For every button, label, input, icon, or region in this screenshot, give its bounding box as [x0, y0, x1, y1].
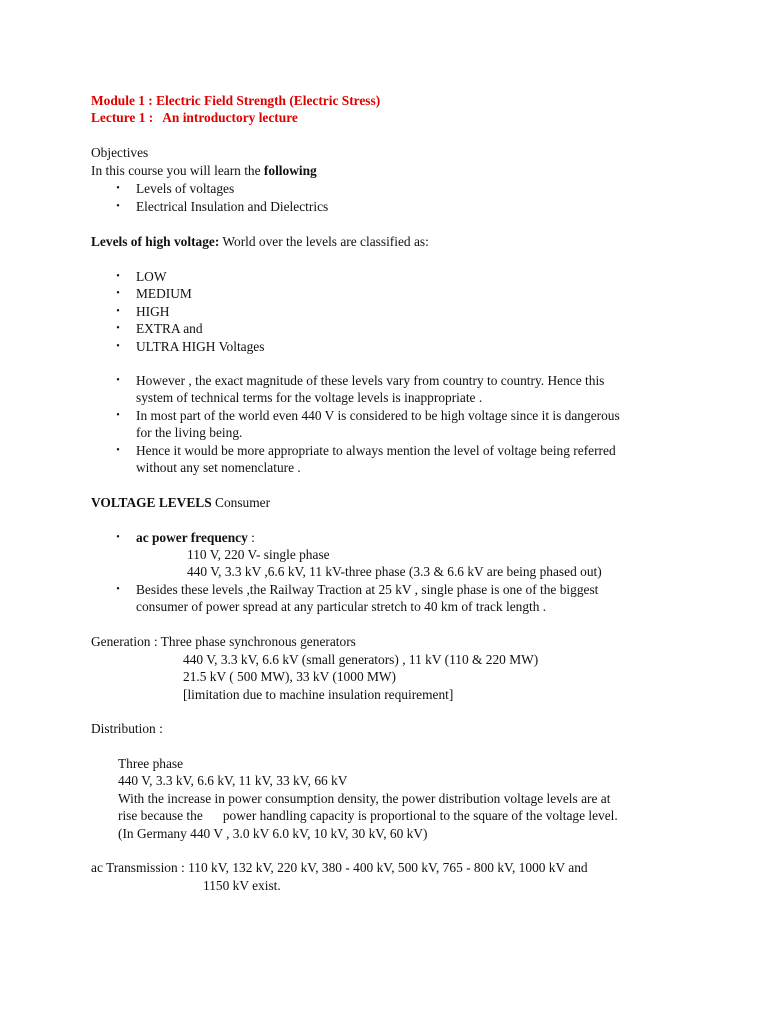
bullet-icon: • — [116, 532, 120, 543]
bullet-icon: • — [116, 375, 120, 386]
distribution-line: 440 V, 3.3 kV, 6.6 kV, 11 kV, 33 kV, 66 kV — [118, 773, 348, 788]
generation-line: 21.5 kV ( 500 MW), 33 kV (1000 MW) — [183, 669, 396, 684]
objective-item: Levels of voltages — [136, 181, 235, 196]
bullet-icon: • — [116, 288, 120, 299]
note-line: However , the exact magnitude of these levels vary from country to country. Hence this — [136, 373, 605, 388]
generation-heading: Generation : Three phase synchronous generators — [91, 634, 356, 649]
distribution-line: Three phase — [118, 756, 184, 771]
lecture-title: Lecture 1 : An introductory lecture — [91, 110, 298, 125]
ac-power-frequency: ac power frequency : — [136, 530, 255, 545]
note-line: In most part of the world even 440 V is considered to be high voltage since it is dangerous — [136, 408, 620, 423]
distribution-line: rise because the power handling capacity is proportional to the square of the voltage level. — [118, 808, 618, 823]
ac-line: 110 V, 220 V- single phase — [187, 547, 330, 562]
distribution-line: With the increase in power consumption density, the power distribution voltage levels are at — [118, 791, 611, 806]
objectives-intro: In this course you will learn the following — [91, 163, 317, 178]
distribution-heading: Distribution : — [91, 721, 163, 736]
level-item: MEDIUM — [136, 286, 192, 301]
bullet-icon: • — [116, 410, 120, 421]
bullet-icon: • — [116, 584, 120, 595]
transmission-line: ac Transmission : 110 kV, 132 kV, 220 kV, 380 - 400 kV, 500 kV, 765 - 800 kV, 1000 kV and — [91, 860, 588, 875]
levels-lead: Levels of high voltage: World over the levels are classified as: — [91, 234, 429, 249]
generation-line: 440 V, 3.3 kV, 6.6 kV (small generators) , 11 kV (110 & 220 MW) — [183, 652, 539, 667]
bullet-icon: • — [116, 341, 120, 352]
level-item: LOW — [136, 269, 167, 284]
note-line: for the living being. — [136, 425, 243, 440]
level-item: ULTRA HIGH Voltages — [136, 339, 265, 354]
distribution-line: (In Germany 440 V , 3.0 kV 6.0 kV, 10 kV, 30 kV, 60 kV) — [118, 826, 428, 841]
module-title: Module 1 : Electric Field Strength (Electric Stress) — [91, 93, 381, 108]
railway-line: consumer of power spread at any particular stretch to 40 km of track length . — [136, 599, 547, 614]
level-item: HIGH — [136, 304, 170, 319]
bullet-icon: • — [116, 445, 120, 456]
note-line: Hence it would be more appropriate to always mention the level of voltage being referred — [136, 443, 616, 458]
bullet-icon: • — [116, 201, 120, 212]
bullet-icon: • — [116, 323, 120, 334]
bullet-icon: • — [116, 306, 120, 317]
ac-line: 440 V, 3.3 kV ,6.6 kV, 11 kV-three phase (3.3 & 6.6 kV are being phased out) — [187, 564, 602, 579]
level-item: EXTRA and — [136, 321, 203, 336]
railway-line: Besides these levels ,the Railway Traction at 25 kV , single phase is one of the biggest — [136, 582, 599, 597]
transmission-line: 1150 kV exist. — [203, 878, 281, 893]
bullet-icon: • — [116, 183, 120, 194]
bullet-icon: • — [116, 271, 120, 282]
note-line: without any set nomenclature . — [136, 460, 301, 475]
generation-line: [limitation due to machine insulation requirement] — [183, 687, 454, 702]
voltage-levels-heading: VOLTAGE LEVELS Consumer — [91, 495, 271, 510]
objective-item: Electrical Insulation and Dielectrics — [136, 199, 329, 214]
note-line: system of technical terms for the voltage levels is inappropriate . — [136, 390, 483, 405]
objectives-heading: Objectives — [91, 145, 149, 160]
